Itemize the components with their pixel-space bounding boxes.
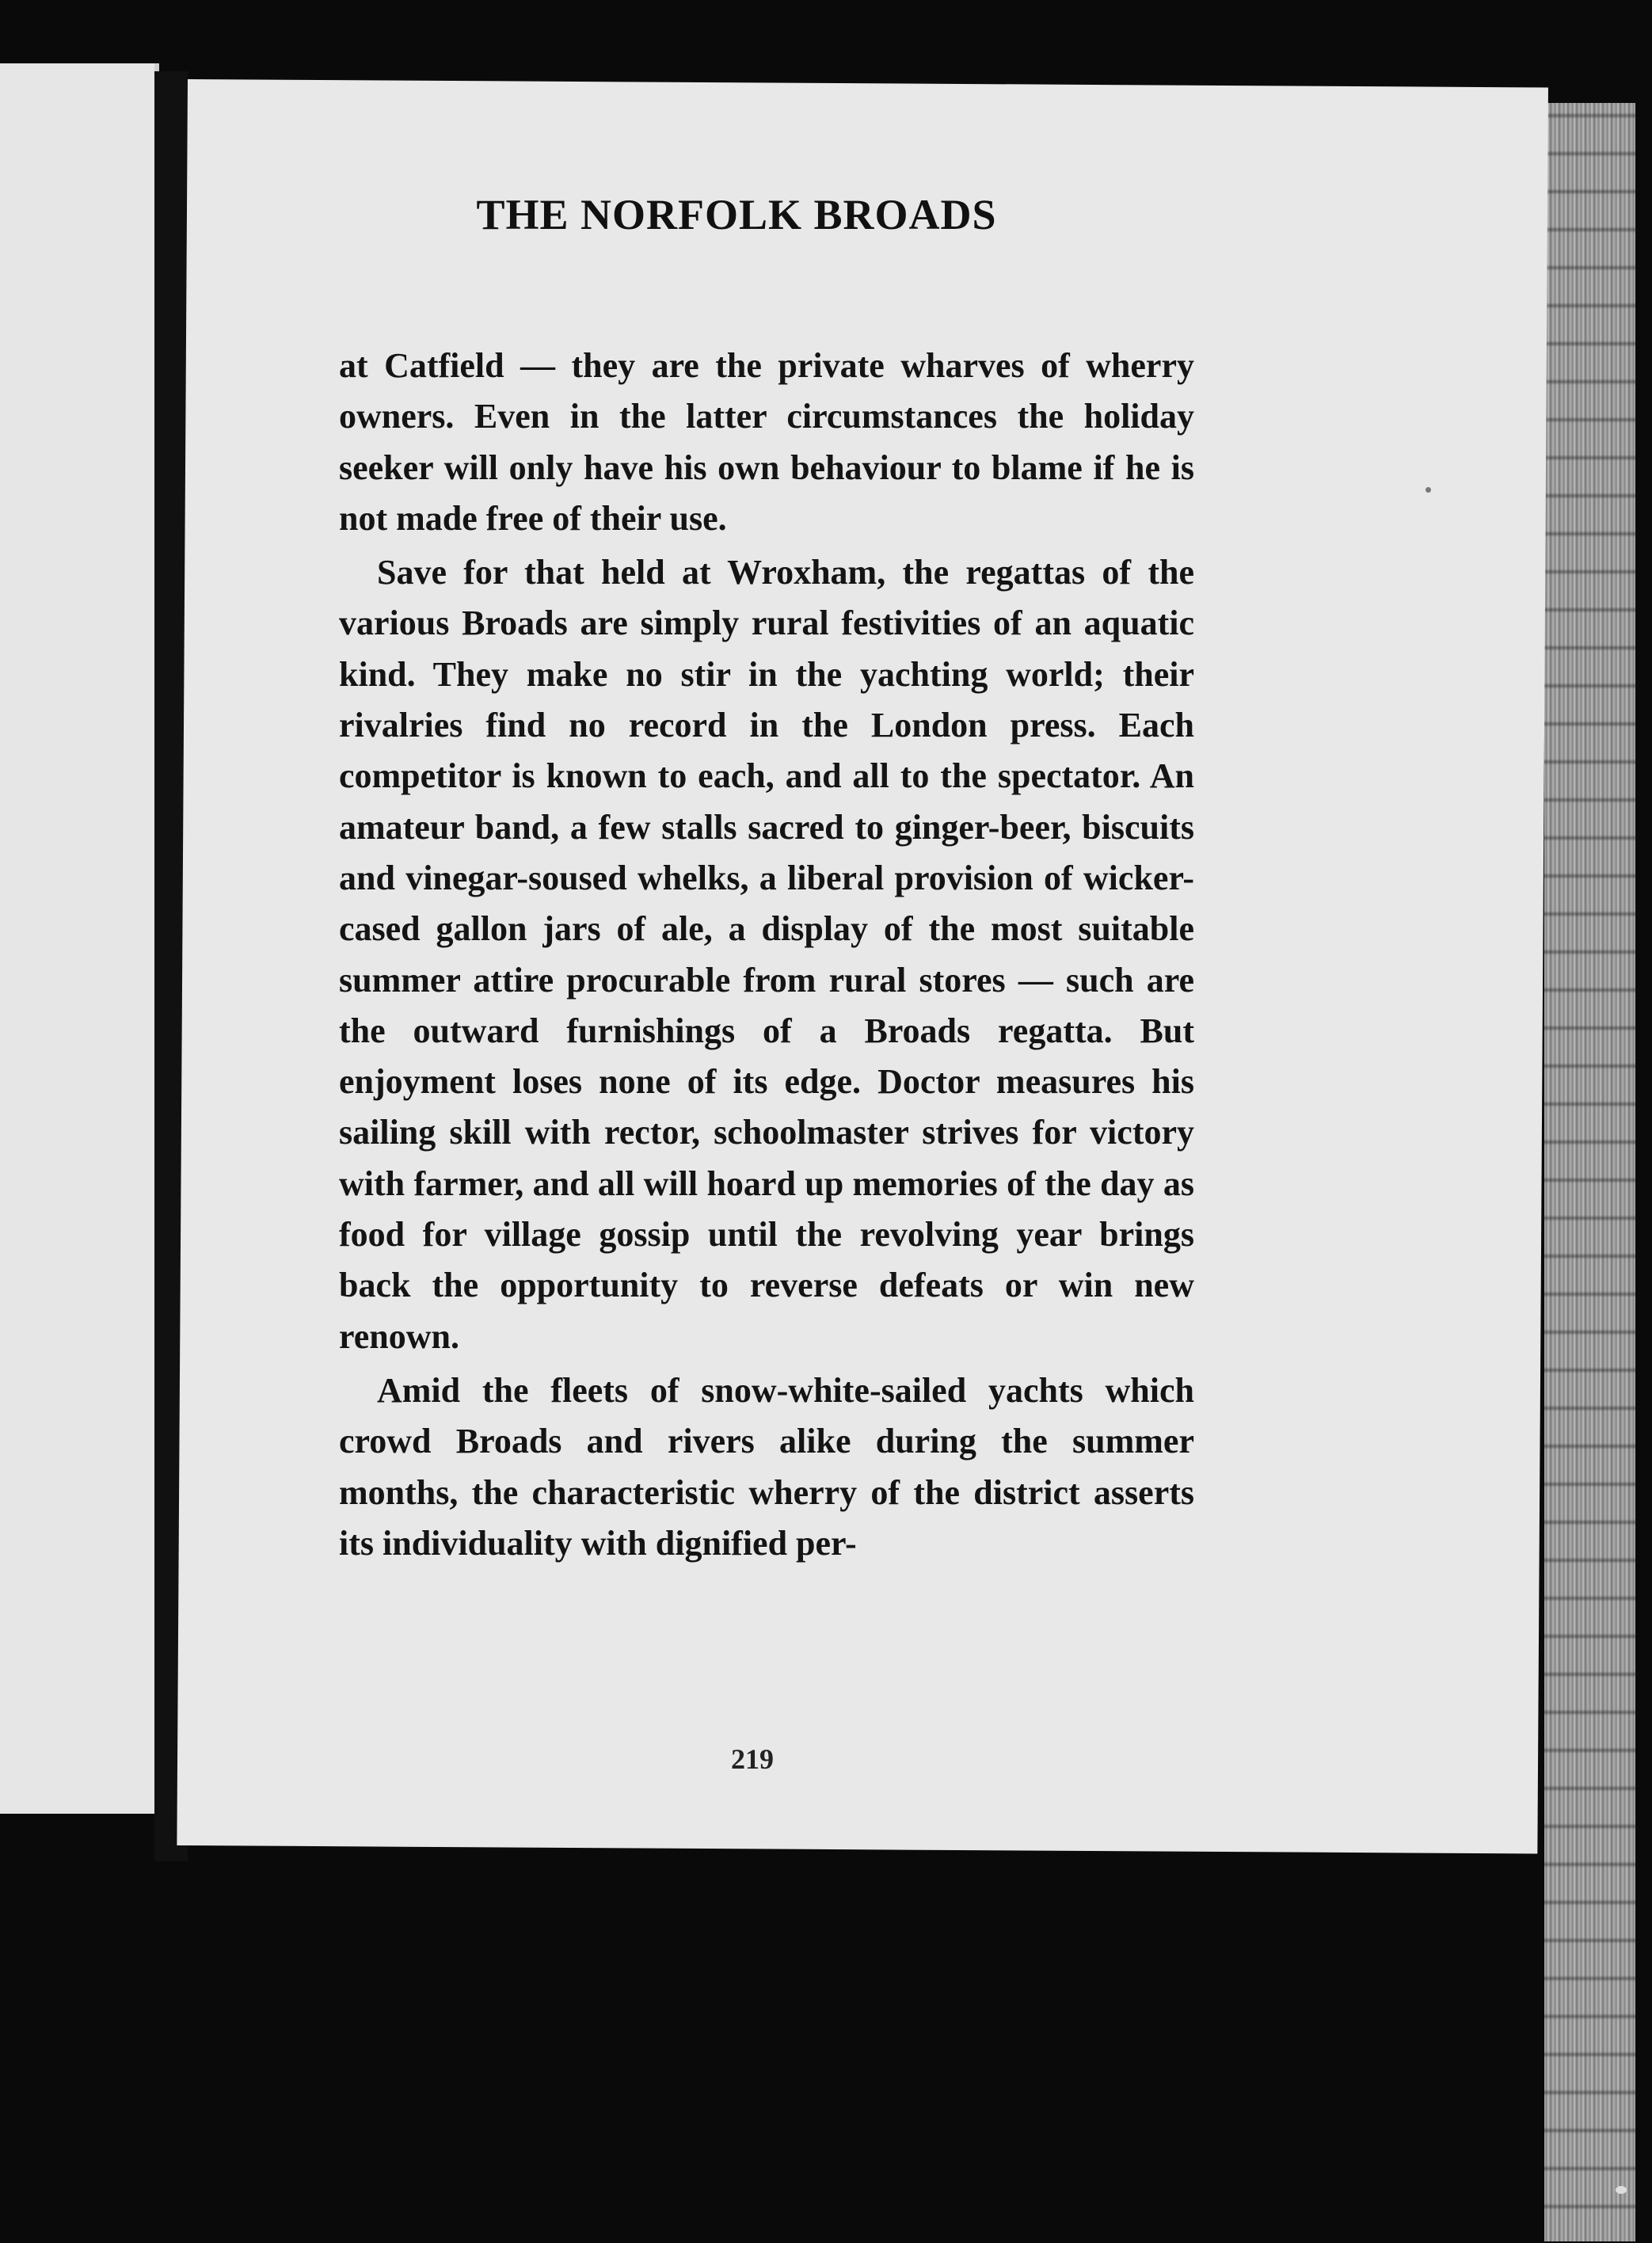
dust-speck bbox=[1426, 487, 1431, 493]
page-number: 219 bbox=[731, 1743, 774, 1775]
body-text bbox=[339, 341, 1194, 1572]
paragraph-regattas: Save for that held at Wroxham, the regattas of the various Broads are simply rural festivities of an aquatic kind. They make no stir in the yachting world; their rivalries find no record in the London press. Each competitor is known to each, and all to the spectator. An amateur band, a few stalls sacred to ginger-beer, biscuits and vinegar-soused whelks, a liberal provision of wicker-cased gallon jars of ale, a display of the most suitable summer attire procurable from rural stores — such are the outward furnishings of a Broads regatta. But enjoyment loses none of its edge. Doctor measures his sailing skill with rector, schoolmaster strives for victory with farmer, and all will hoard up memories of the day as food for village gossip until the revolving year brings back the opportunity to reverse defeats or win new renown. bbox=[339, 553, 1194, 1356]
dust-speck bbox=[1616, 2186, 1627, 2194]
running-head: THE NORFOLK BROADS bbox=[476, 191, 997, 238]
facing-page bbox=[0, 63, 159, 1814]
paragraph-wherry: Amid the fleets of snow-white-sailed yachts which crowd Broads and rivers alike during the summer months, the characteristic wherry of the district asserts its individuality with dignified per- bbox=[339, 1370, 1194, 1563]
page-edges bbox=[1544, 103, 1635, 2241]
paragraph-continued: at Catfield — they are the private wharves of wherry owners. Even in the latter circumstances the holiday seeker will only have his own behaviour to blame if he is not made free of their use. bbox=[339, 346, 1194, 538]
